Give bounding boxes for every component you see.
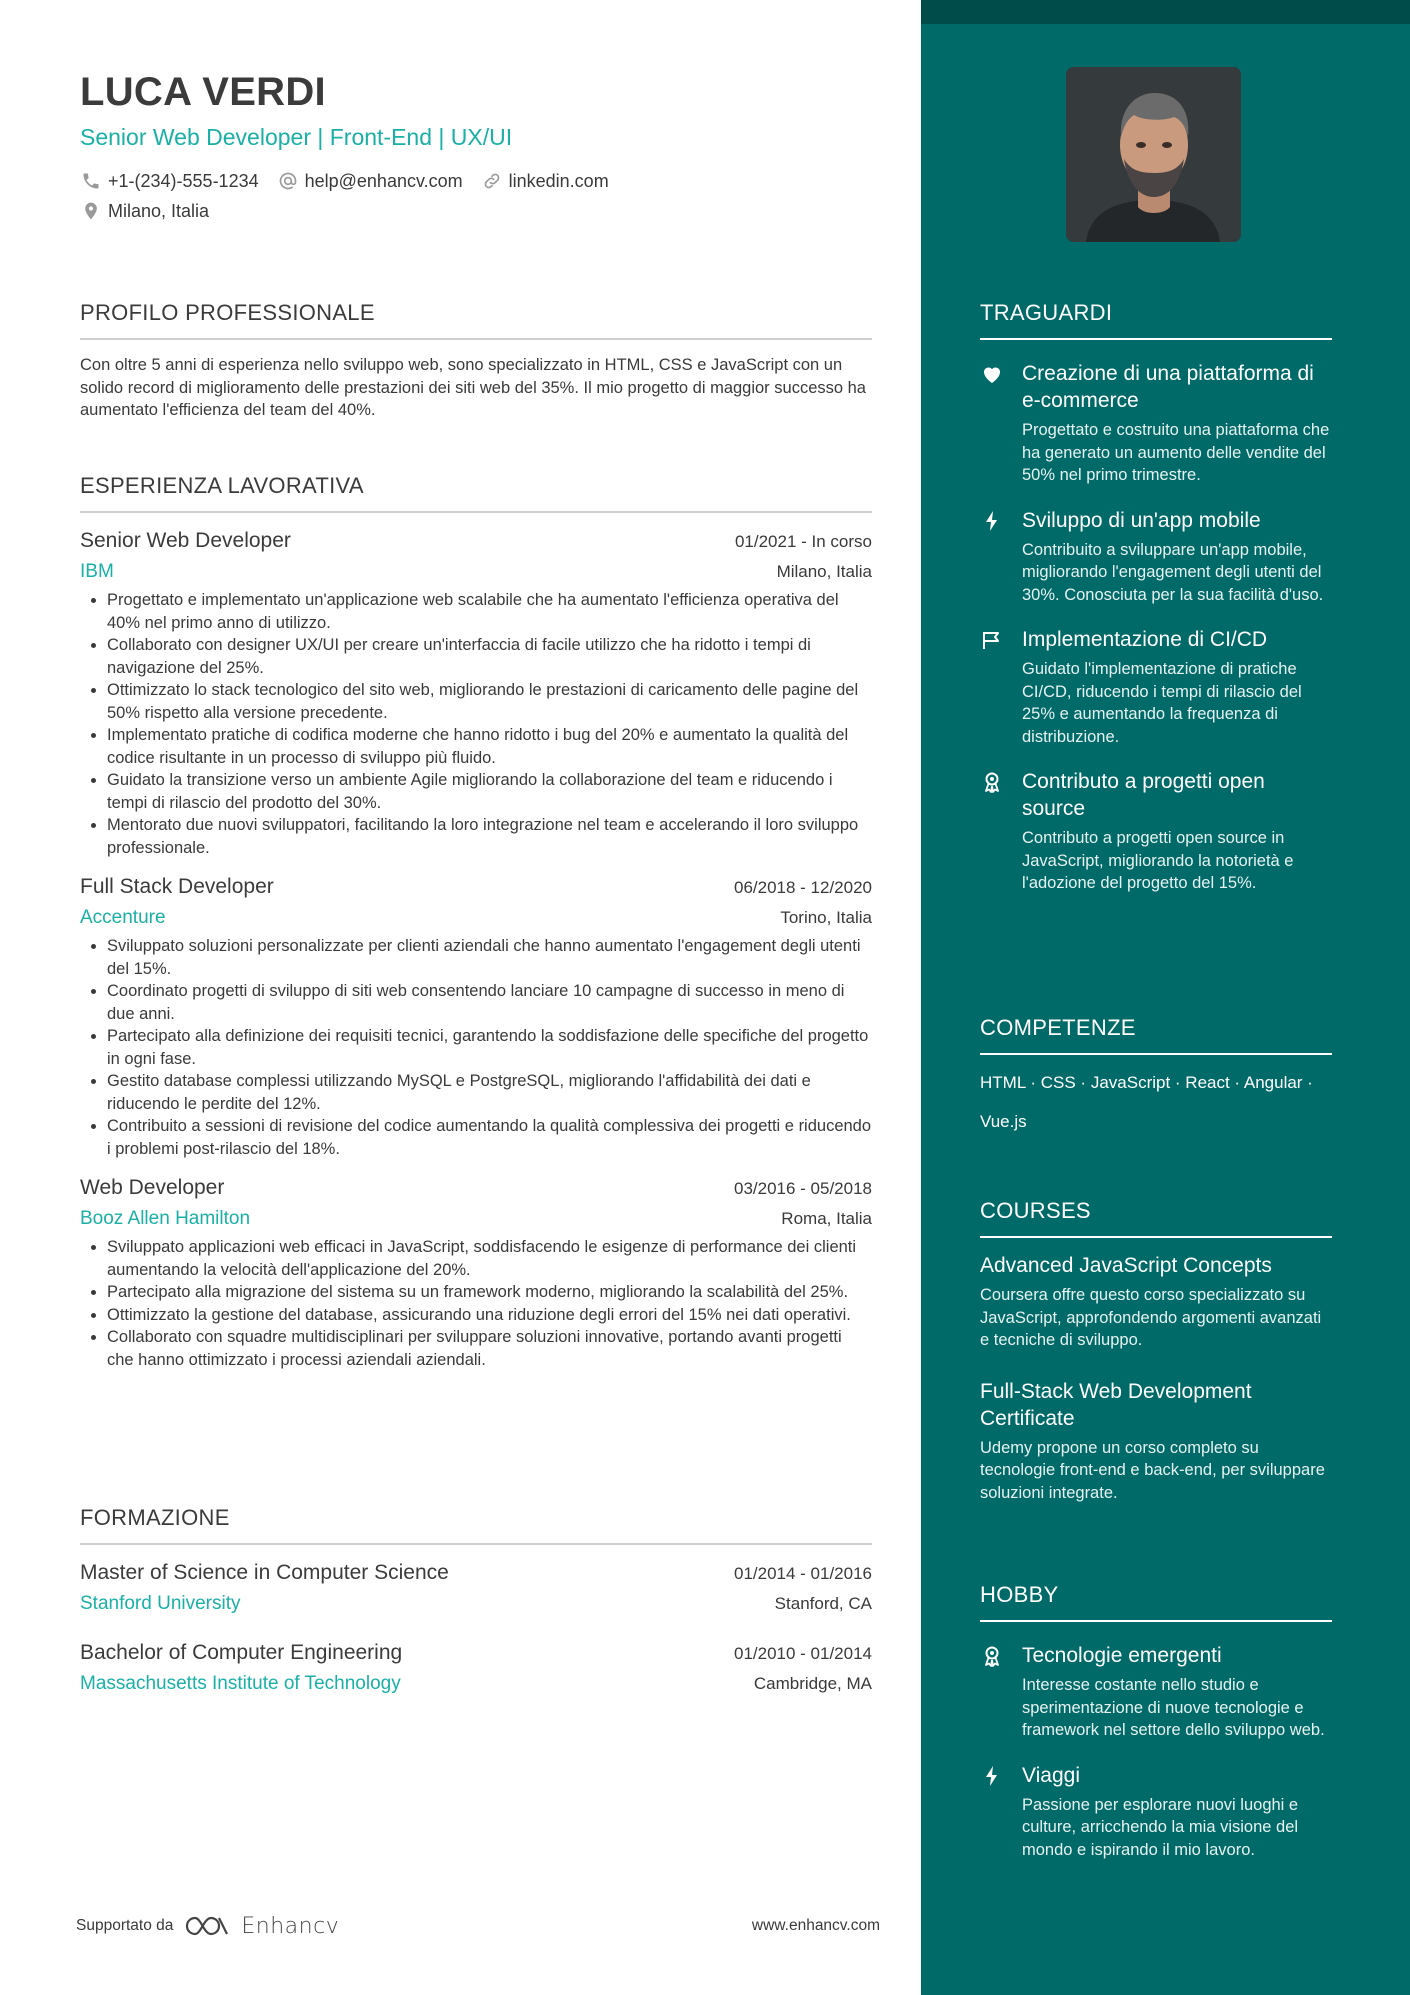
- location-text: Milano, Italia: [108, 200, 210, 221]
- location: [80, 200, 209, 222]
- powered-by: [76, 1913, 339, 1939]
- job-dates: 06/2018 - 12/2020: [733, 878, 872, 897]
- degree: Bachelor of Computer Engineering: [80, 1641, 403, 1664]
- degree: Master of Science in Computer Science: [80, 1561, 449, 1584]
- course-item: [980, 1378, 1332, 1505]
- hobby-title: Viaggi: [1022, 1763, 1080, 1787]
- job-role: Web Developer: [80, 1176, 225, 1199]
- job-dates: 03/2016 - 05/2018: [733, 1179, 872, 1198]
- bolt-icon: [980, 507, 1008, 607]
- profile-heading: PROFILO PROFESSIONALE: [80, 300, 872, 340]
- hobby-title: Tecnologie emergenti: [1022, 1644, 1222, 1667]
- courses-section: [980, 1198, 1332, 1504]
- achievement-desc: Contributo a progetti open source in JavaScript, migliorando la notorietà e l'adozione del progetto del 15%.: [1022, 829, 1294, 892]
- email-text: help@enhancv.com: [304, 170, 463, 191]
- education-dates: 01/2014 - 01/2016: [733, 1564, 872, 1583]
- hobby-item: [980, 1642, 1332, 1742]
- hobby-desc: Passione per esplorare nuovi luoghi e culture, arricchendo la mia visione del mondo e ispirando il mio lavoro.: [1022, 1795, 1299, 1859]
- enhancv-logo-icon: [183, 1913, 231, 1939]
- sidebar-top-band: [921, 0, 1410, 24]
- candidate-name: LUCA VERDI: [80, 70, 326, 114]
- achievement-title: Sviluppo di un'app mobile: [1022, 508, 1261, 532]
- email[interactable]: [277, 170, 463, 192]
- experience-section: [80, 473, 872, 1371]
- course-title: Advanced JavaScript Concepts: [980, 1254, 1272, 1277]
- skills-section: [980, 1015, 1332, 1141]
- hobby-item: [980, 1762, 1332, 1862]
- school: Stanford University: [80, 1593, 241, 1614]
- achievements-section: [980, 300, 1332, 895]
- achievement-item: [980, 768, 1332, 895]
- candidate-title: Senior Web Developer | Front-End | UX/UI: [80, 124, 513, 150]
- skills-line: HTML · CSS · JavaScript · React · Angular ·: [980, 1073, 1313, 1092]
- phone-icon: [80, 170, 102, 192]
- hobby-desc: Interesse costante nello studio e sperimentazione di nuove tecnologie e framework nel settore dello sviluppo web.: [1022, 1676, 1325, 1739]
- courses-heading: COURSES: [980, 1198, 1332, 1238]
- school-location: Stanford, CA: [774, 1594, 872, 1613]
- header: [80, 64, 872, 226]
- job-company: Booz Allen Hamilton: [80, 1208, 251, 1229]
- job-location: Roma, Italia: [781, 1209, 872, 1228]
- skills-heading: COMPETENZE: [980, 1015, 1332, 1055]
- achievement-item: [980, 507, 1332, 607]
- school: Massachusetts Institute of Technology: [80, 1673, 401, 1694]
- education-heading: FORMAZIONE: [80, 1505, 872, 1545]
- course-title: Full-Stack Web Development Certificate: [980, 1379, 1252, 1430]
- skills-list: [980, 1063, 1332, 1141]
- job-bullet: • Partecipato alla definizione dei requisiti tecnici, garantendo la soddisfazione delle specifiche del progetto in ogni fase.: [107, 1025, 872, 1070]
- job-location: Torino, Italia: [780, 908, 872, 927]
- job-entry: [80, 1176, 872, 1371]
- job-entry: [80, 875, 872, 1160]
- education-section: [80, 1505, 872, 1695]
- job-bullet: • Sviluppato soluzioni personalizzate per clienti aziendali che hanno aumentato l'engagement degli utenti del 15%.: [107, 935, 872, 980]
- award-icon: [980, 1642, 1008, 1742]
- bolt-icon: [980, 1762, 1008, 1862]
- heart-icon: [980, 360, 1008, 487]
- achievement-desc: Contribuito a sviluppare un'app mobile, migliorando l'engagement degli utenti del 30%. Conosciuta per la sua facilità d'uso.: [1022, 540, 1324, 604]
- achievement-title: Creazione di una piattaforma di e-commerce: [1022, 362, 1314, 412]
- job-dates: 01/2021 - In corso: [734, 532, 872, 551]
- achievements-heading: TRAGUARDI: [980, 300, 1332, 340]
- website-link[interactable]: www.enhancv.com: [751, 1917, 880, 1934]
- profile-photo: [1066, 67, 1241, 242]
- course-item: [980, 1252, 1332, 1352]
- phone: [80, 170, 259, 192]
- profile-section: [80, 300, 872, 422]
- location-pin-icon: [80, 200, 102, 222]
- job-bullet: • Collaborato con squadre multidisciplinari per sviluppare soluzioni innovative, portando avanti progetti che hanno ottimizzato i processi aziendali aziendali.: [107, 1326, 872, 1371]
- sidebar: [921, 0, 1410, 1995]
- contact-info: [80, 166, 872, 226]
- link-icon: [481, 170, 503, 192]
- achievement-desc: Progettato e costruito una piattaforma che ha generato un aumento delle vendite del 50% nel primo trimestre.: [1022, 421, 1330, 484]
- job-bullet: • Progettato e implementato un'applicazione web scalabile che ha aumentato l'efficienza operativa del 40% nel primo anno di utilizzo.: [107, 589, 872, 634]
- job-bullets: [80, 1236, 872, 1371]
- award-icon: [980, 768, 1008, 895]
- education-dates: 01/2010 - 01/2014: [733, 1644, 872, 1663]
- education-entry: [80, 1641, 872, 1695]
- brand-name: Enhancv: [241, 1913, 340, 1939]
- skills-line: Vue.js: [980, 1112, 1027, 1131]
- job-company: IBM: [80, 561, 114, 582]
- job-location: Milano, Italia: [776, 562, 872, 581]
- linkedin[interactable]: [481, 170, 609, 192]
- phone-text: +1-(234)-555-1234: [108, 170, 259, 191]
- linkedin-text: linkedin.com: [508, 170, 609, 191]
- job-entry: [80, 529, 872, 859]
- profile-summary: Con oltre 5 anni di esperienza nello sviluppo web, sono specializzato in HTML, CSS e JavaScript con un solido record di miglioramento delle prestazioni dei siti web del 35%. Il mio progetto di maggior successo ha aumentato l'efficienza del team del 40%.: [80, 356, 866, 419]
- job-company: Accenture: [80, 907, 166, 928]
- job-bullet: • Implementato pratiche di codifica moderne che hanno ridotto i bug del 20% e aumentato la qualità del codice risultante in un processo di sviluppo più fluido.: [107, 724, 872, 769]
- job-bullet: • Guidato la transizione verso un ambiente Agile migliorando la collaborazione del team e riducendo i tempi di rilascio del prodotto del 30%.: [107, 769, 872, 814]
- achievement-item: [980, 626, 1332, 748]
- job-bullet: • Coordinato progetti di sviluppo di siti web consentendo lanciare 10 campagne di successo in meno di due anni.: [107, 980, 872, 1025]
- powered-by-text: Supportato da: [76, 1917, 174, 1934]
- achievement-item: [980, 360, 1332, 487]
- education-entry: [80, 1561, 872, 1615]
- job-bullet: • Mentorato due nuovi sviluppatori, facilitando la loro integrazione nel team e accelerando il loro sviluppo professionale.: [107, 814, 872, 859]
- job-bullet: • Ottimizzato lo stack tecnologico del sito web, migliorando le prestazioni di caricamento delle pagine del 50% rispetto alla versione precedente.: [107, 679, 872, 724]
- experience-heading: ESPERIENZA LAVORATIVA: [80, 473, 872, 513]
- hobbies-section: [980, 1582, 1332, 1861]
- course-desc: Coursera offre questo corso specializzato su JavaScript, approfondendo argomenti avanzati e tecniche di sviluppo.: [980, 1286, 1322, 1349]
- job-bullet: • Ottimizzato la gestione del database, assicurando una riduzione degli errori del 15% nei dati operativi.: [107, 1304, 872, 1327]
- achievement-title: Implementazione di CI/CD: [1022, 628, 1268, 651]
- hobbies-heading: HOBBY: [980, 1582, 1332, 1622]
- footer: [76, 1913, 880, 1939]
- job-bullet: • Partecipato alla migrazione del sistema su un framework moderno, migliorando la scalabilità del 25%.: [107, 1281, 872, 1304]
- job-bullet: • Collaborato con designer UX/UI per creare un'interfaccia di facile utilizzo che ha ridotto i tempi di navigazione del 25%.: [107, 634, 872, 679]
- school-location: Cambridge, MA: [753, 1674, 872, 1693]
- achievement-desc: Guidato l'implementazione di pratiche CI/CD, riducendo i tempi di rilascio del 25% e aumentando la frequenza di distribuzione.: [1022, 660, 1302, 746]
- job-role: Full Stack Developer: [80, 875, 274, 898]
- flag-icon: [980, 626, 1008, 748]
- job-bullets: [80, 589, 872, 859]
- job-bullet: • Contribuito a sessioni di revisione del codice aumentando la qualità complessiva dei progetti e riducendo i problemi post-rilascio del 18%.: [107, 1115, 872, 1160]
- job-role: Senior Web Developer: [80, 529, 291, 552]
- job-bullet: • Gestito database complessi utilizzando MySQL e PostgreSQL, migliorando l'affidabilità dei dati e riducendo le perdite del 12%.: [107, 1070, 872, 1115]
- at-icon: [277, 170, 299, 192]
- job-bullets: [80, 935, 872, 1160]
- achievement-title: Contributo a progetti open source: [1022, 770, 1265, 820]
- course-desc: Udemy propone un corso completo su tecnologie front-end e back-end, per sviluppare soluzioni integrate.: [980, 1438, 1325, 1502]
- job-bullet: • Sviluppato applicazioni web efficaci in JavaScript, soddisfacendo le esigenze di performance dei clienti aumentando la velocità dell'applicazione del 20%.: [107, 1236, 872, 1281]
